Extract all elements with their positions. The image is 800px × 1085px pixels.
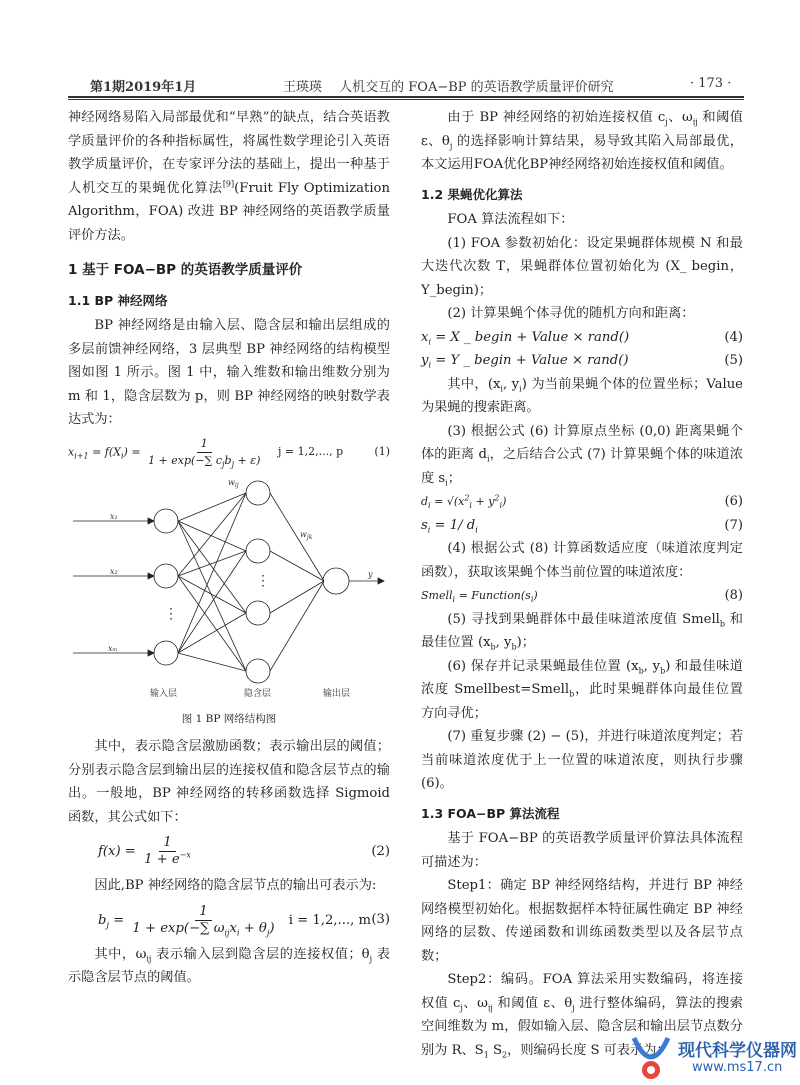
equation-4: $x_i = X$ _ begin + Value × rand() (4) <box>421 329 743 347</box>
input-label-x1: x₁ <box>110 511 118 521</box>
init-weights-paragraph: 由于 BP 神经网络的初始连接权值 $c_j$、$\omega_{ij}$ 和阈值 ε、$\theta_j$ 的选择影响计算结果，易导致其陷入局部最优，本文运用FOA优化BP神经网络初始连接权值和阈值。 <box>421 110 743 172</box>
watermark-logo <box>628 1030 800 1085</box>
foa-step-2: (2) 计算果蝇个体寻优的随机方向和距离： <box>447 306 695 321</box>
foa-bp-intro: 基于 FOA−BP 的英语教学质量评价算法具体流程可描述为： <box>421 831 743 870</box>
page-number: · 173 · <box>690 76 732 91</box>
layer-label-input: 输入层 <box>150 688 178 698</box>
bp-paragraph: BP 神经网络是由输入层、隐含层和输出层组成的多层前馈神经网络，3 层典型 BP 神经网络的结构模型图如图 1 所示。图 1 中，输入维数和输出维数分别为 m 和 1，隐含层数为 p，则 BP 神经网络的映射数学表达式为： <box>68 318 390 427</box>
weight-wij-label: $w_{ij}$ <box>228 477 239 489</box>
position-paragraph: 其中，($x_i$, $y_i$) 为当前果蝇个体的位置坐标；Value 为果蝇的搜索距离。 <box>421 376 743 415</box>
bp-network-figure <box>68 473 390 698</box>
intro-paragraph: 神经网络易陷入局部最优和“早熟”的缺点，结合英语教学质量评价的各种指标属性，将属性数学理论引入英语教学质量评价，在专家评分法的基础上，提出一种基于人机交互的果蝇优化算法[9](Fruit Fly Optimization Algorithm，FOA) 改进 BP 神经网络的英语教学质量评价方法。 <box>68 110 390 243</box>
activation-paragraph: 其中，表示隐含层激励函数；表示输出层的阈值；分别表示隐含层到输出层的连接权值和隐含层节点的输出。一般地，BP 神经网络的转移函数选择 Sigmoid 函数，其公式如下： <box>68 739 390 825</box>
section-1-heading: 1 基于 FOA−BP 的英语教学质量评价 <box>68 262 303 278</box>
left-column <box>68 106 390 990</box>
equation-6: $d_i = √(x^2_i + y^2_i)$ (6) <box>421 493 743 511</box>
header-rule-thin <box>68 99 744 100</box>
equation-2: f(x) = $\frac{1}{1 + e^{-x}}$ (2) <box>98 835 390 867</box>
foa-flow-intro: FOA 算法流程如下： <box>447 212 574 227</box>
input-label-x2: x₂ <box>110 566 118 576</box>
weight-wjk-label: $w_{jk}$ <box>300 529 313 541</box>
watermark-title: 现代科学仪器网 <box>678 1041 797 1061</box>
foa-step-6: (6) 保存并记录果蝇最佳位置 ($x_b$, $y_b$) 和最佳味道浓度 Smellbest=Smell$_b$，此时果蝇群体向最佳位置方向寻优； <box>421 658 743 721</box>
header-rule <box>68 96 744 98</box>
foa-step-3: (3) 根据公式 (6) 计算原点坐标 (0,0) 距离果蝇个体的距离 $d_i$，之后结合公式 (7) 计算果蝇个体的味道浓度 $s_i$； <box>421 423 743 488</box>
funnel-icon <box>628 1032 674 1082</box>
equation-8: Smell$_i$ = $Function(s_i)$ (8) <box>421 588 743 605</box>
foa-step-1: (1) FOA 参数初始化：设定果蝇群体规模 N 和最大迭代次数 T，果蝇群体位置初始化为 (X_ begin，Y_begin)； <box>421 235 743 298</box>
layer-label-hidden: 隐含层 <box>244 688 272 698</box>
equation-1: $x_{i+1} = f(X_i)$ = $\frac{1}{1 + \exp(-\sum c_jb_j + \varepsilon)}$ j = 1,2,..., p (1) <box>68 436 390 469</box>
input-label-xm: xₘ <box>108 643 118 653</box>
output-label-y: y <box>368 569 373 579</box>
watermark-url: www.ms17.cn <box>692 1060 783 1075</box>
weights-paragraph: 其中，$\omega_{ij}$ 表示输入层到隐含层的连接权值；$\theta_j$ 表示隐含层节点的阈值。 <box>68 946 390 985</box>
foa-step-7: (7) 重复步骤 (2) − (5)，并进行味道浓度判定；若当前味道浓度优于上一位置的味道浓度，则执行步骤 (6)。 <box>421 729 743 791</box>
equation-5: $y_i = Y$ _ begin + Value × rand() (5) <box>421 353 743 370</box>
foa-step-4: (4) 根据公式 (8) 计算函数适应度（味道浓度判定函数），获取该果蝇个体当前位置的味道浓度： <box>421 541 743 580</box>
section-1-1-heading: 1.1 BP 神经网络 <box>68 292 168 308</box>
running-header-issue: 第1期2019年1月 <box>90 80 197 95</box>
section-1-3-heading: 1.3 FOA−BP 算法流程 <box>421 805 560 821</box>
running-header-title: 王瑛瑛 人机交互的 FOA−BP 的英语教学质量评价研究 <box>283 80 614 95</box>
step-1-paragraph: Step1：确定 BP 神经网络结构，并进行 BP 神经网络模型初始化。根据数据样本特征属性确定 BP 神经网络的层数、传递函数和训练函数类型以及各层节点数； <box>421 878 743 964</box>
equation-3: $b_j$ = $\frac{1}{1 + \exp(-\sum \omega_{ij}x_i + \theta_j)}$ i = 1,2,..., m (3) <box>98 903 390 938</box>
layer-label-output: 输出层 <box>323 688 351 698</box>
step-2-paragraph: Step2：编码。FOA 算法采用实数编码，将连接权值 $c_j$、$\omega_{ij}$ 和阈值 ε、$\theta_j$ 进行整体编码，算法的搜索空间维数为 m，假如输入层、隐含层和输出层节点数分别为 R、$S_1$ $S_2$，则编码长度 S 可表示为： <box>421 972 743 1060</box>
right-column <box>421 106 743 1062</box>
figure-1-caption: 图 1 BP 网络结构图 <box>181 712 277 725</box>
equation-7: $s_i = 1/$ $d_i$ (7) <box>421 517 743 535</box>
hidden-ellipsis: ⋮ <box>256 572 270 589</box>
section-1-2-heading: 1.2 果蝇优化算法 <box>421 186 523 202</box>
input-ellipsis: ⋮ <box>164 605 178 622</box>
foa-step-5: (5) 寻找到果蝇群体中最佳味道浓度值 Smell$_b$ 和最佳位置 ($x_b$, $y_b$)； <box>421 611 743 652</box>
hidden-output-paragraph: 因此,BP 神经网络的隐含层节点的输出可表示为: <box>94 878 377 893</box>
